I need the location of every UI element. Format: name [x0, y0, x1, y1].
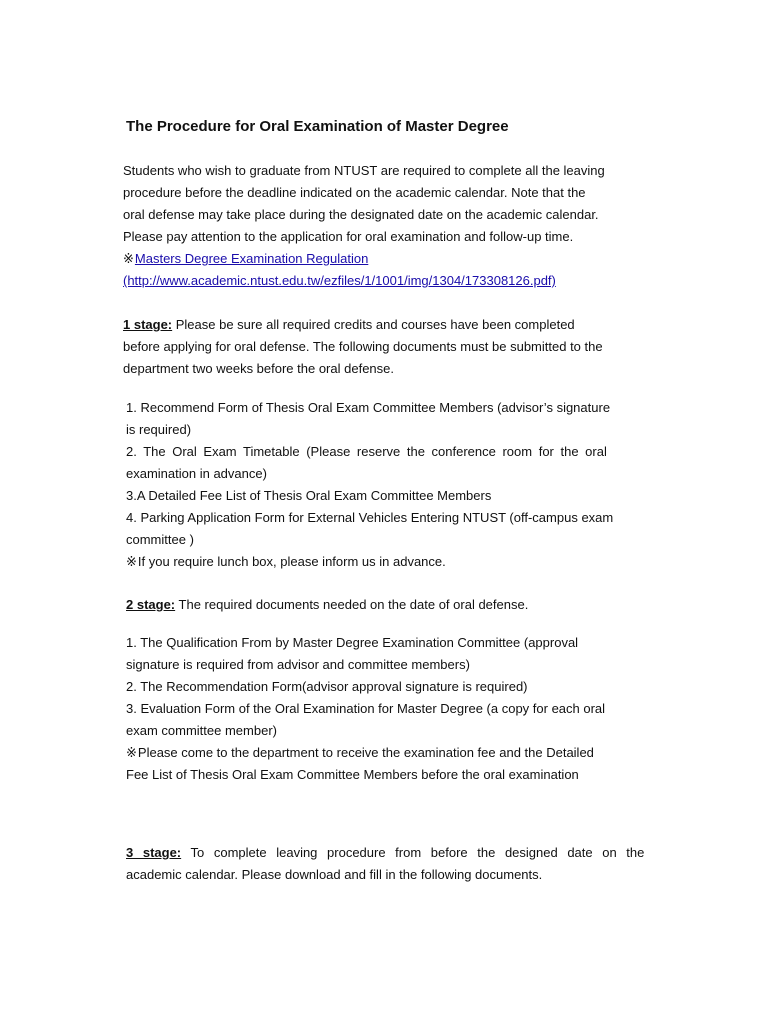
list-item: signature is required from advisor and committee members)	[126, 657, 470, 672]
stage3-paragraph	[126, 842, 652, 886]
intro-line: Students who wish to graduate from NTUST are required to complete all the leaving	[123, 163, 605, 178]
stage1-line: department two weeks before the oral defense.	[123, 361, 394, 376]
stage2-note	[126, 742, 652, 764]
stage3-line	[126, 842, 652, 864]
stage3-label: 3 stage:	[126, 845, 182, 860]
stage2-label: 2 stage:	[126, 597, 176, 612]
list-item: is required)	[126, 422, 192, 437]
regulation-url-line	[123, 270, 653, 292]
list-item: 1. The Qualification From by Master Degree Examination Committee (approval	[126, 635, 579, 650]
regulation-link[interactable]: Masters Degree Examination Regulation	[134, 251, 369, 266]
stage1-text: Please be sure all required credits and courses have been completed	[172, 317, 575, 332]
stage2-paragraph	[126, 594, 652, 616]
stage3-line: academic calendar. Please download and fill in the following documents.	[126, 867, 543, 882]
regulation-url-link[interactable]: (http://www.academic.ntust.edu.tw/ezfiles/1/1001/img/1304/173308126.pdf)	[123, 273, 556, 288]
reference-mark-icon: ※	[123, 252, 134, 267]
stage1-label: 1 stage:	[123, 317, 173, 332]
intro-line: oral defense may take place during the designated date on the academic calendar.	[123, 207, 599, 222]
list-item: 4. Parking Application Form for External Vehicles Entering NTUST (off-campus exam	[126, 510, 614, 525]
stage2-line	[126, 594, 652, 616]
stage2-text: The required documents needed on the date of oral defense.	[175, 597, 529, 612]
stage1-line: before applying for oral defense. The following documents must be submitted to the	[123, 339, 603, 354]
stage1-line	[123, 314, 653, 336]
list-item: committee )	[126, 532, 194, 547]
list-item: examination in advance)	[126, 466, 267, 481]
reference-mark-icon: ※	[126, 555, 137, 570]
list-item: 2. The Recommendation Form(advisor approval signature is required)	[126, 679, 528, 694]
list-item: 2. The Oral Exam Timetable (Please reserve the conference room for the oral	[126, 444, 607, 459]
stage2-document-list	[126, 632, 652, 786]
intro-line: procedure before the deadline indicated on the academic calendar. Note that the	[123, 185, 586, 200]
list-item: 3.A Detailed Fee List of Thesis Oral Exam Committee Members	[126, 488, 492, 503]
stage1-paragraph	[123, 314, 653, 380]
regulation-link-line	[123, 248, 653, 270]
intro-paragraph	[123, 160, 653, 292]
stage2-note-continued: Fee List of Thesis Oral Exam Committee Members before the oral examination	[126, 767, 579, 782]
stage1-document-list	[126, 397, 652, 573]
reference-mark-icon: ※	[126, 746, 137, 761]
intro-line: Please pay attention to the application for oral examination and follow-up time.	[123, 229, 574, 244]
stage1-note	[126, 551, 652, 573]
stage3-text: To complete leaving procedure from before the designed date on the	[181, 845, 645, 860]
stage1-note-text: If you require lunch box, please inform us in advance.	[137, 554, 446, 569]
list-item: 3. Evaluation Form of the Oral Examination for Master Degree (a copy for each oral	[126, 701, 606, 716]
stage2-note-text: Please come to the department to receive the examination fee and the Detailed	[137, 745, 594, 760]
list-item: 1. Recommend Form of Thesis Oral Exam Committee Members (advisor’s signature	[126, 400, 611, 415]
list-item: exam committee member)	[126, 723, 277, 738]
document-title: The Procedure for Oral Examination of Master Degree	[126, 118, 509, 135]
